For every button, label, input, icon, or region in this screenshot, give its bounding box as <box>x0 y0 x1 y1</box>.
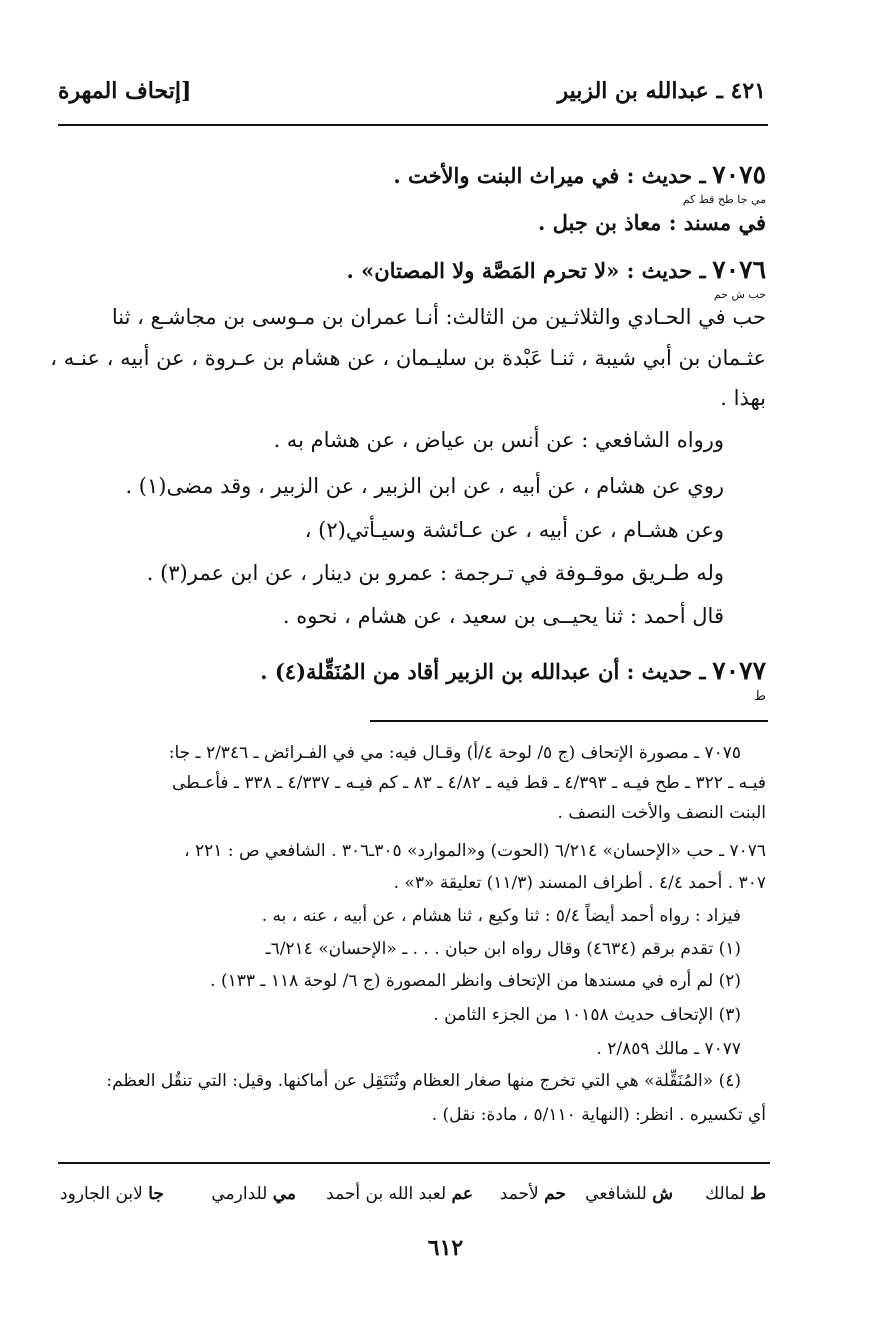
entry-7076-text-7: وله طـريق موقـوفة في تـرجمة : عمرو بن دينار ، عن ابن عمر(٣) . <box>146 561 724 585</box>
abbr-key: مي <box>272 1184 296 1204</box>
footnote-line-5: ٣٠٧ . أحمد ٤/٤ . أطراف المسند (١١/٣) تعليقة «٣» . <box>393 873 766 893</box>
abbr-key: حم <box>544 1184 566 1204</box>
abbr-key: جا <box>148 1184 164 1204</box>
footnote-line-4: ٧٠٧٦ ـ حب «الإحسان» ٦/٢١٤ (الحوت) و«الموارد» ٣٠٥ـ٣٠٦ . الشافعي ص : ٢٢١ ، <box>184 841 766 861</box>
abbr-value: للدارمي <box>211 1184 268 1204</box>
abbr-key: عم <box>451 1184 473 1204</box>
entry-7076-text-2: عثـمان بن أبي شيبة ، ثنـا عَبْدة بن سليـمان ، عن هشام بن عـروة ، عن أبيه ، عنـه ، <box>50 346 766 370</box>
footnote-line-10: ٧٠٧٧ ـ مالك ٢/٨٥٩ . <box>596 1039 741 1059</box>
footnote-line-6: فيزاد : رواه أحمد أيضاً ٥/٤ : ثنا وكيع ، ثنا هشام ، عن أبيه ، عنه ، به . <box>261 906 741 926</box>
abbr-abdullah <box>326 1184 473 1204</box>
footnote-line-2: فيـه ـ ٣٢٢ ـ طح فيـه ـ ٤/٣٩٣ ـ قط فيه ـ ٤/٨٢ ـ ٨٣ ـ كم فيـه ـ ٤/٣٣٧ ـ ٣٣٨ ـ فأعـطى <box>171 773 766 793</box>
entry-title: ـ حديث : في ميراث البنت والأخت . <box>393 163 706 188</box>
entry-7075-sigla: مي جا طح قط كم <box>682 193 766 206</box>
abbr-value: لمالك <box>705 1184 745 1204</box>
entry-7077-sigla: ط <box>753 689 766 704</box>
entry-number: ٧٠٧٧ <box>712 656 766 685</box>
chapter-header: ٤٢١ ـ عبدالله بن الزبير <box>557 78 766 104</box>
entry-7076-text-1: حب في الحـادي والثلاثـين من الثالث: أنـا عمران بن مـوسى بن مجاشـع ، ثنا <box>111 305 766 329</box>
abbr-key: ط <box>750 1184 766 1204</box>
abbr-value: لعبد الله بن أحمد <box>326 1184 447 1204</box>
entry-title: ـ حديث : «لا تحرم المَصَّة ولا المصتان» . <box>346 258 706 283</box>
entry-7076-text-8: قال أحمد : ثنا يحيــى بن سعيد ، عن هشام ، نحوه . <box>282 604 724 628</box>
abbr-shafii <box>585 1184 673 1204</box>
page-number: ٦١٢ <box>427 1235 464 1261</box>
book-header: [إتحاف المهرة <box>58 78 192 104</box>
abbr-value: للشافعي <box>585 1184 647 1204</box>
footnote-line-7: (١) تقدم برقم (٤٦٣٤) وقال رواه ابن حبان . . . ـ «الإحسان» ٦/٢١٤ـ <box>265 939 741 959</box>
entry-7077-heading <box>260 656 766 687</box>
entry-number: ٧٠٧٥ <box>712 160 766 189</box>
footnote-line-1: ٧٠٧٥ ـ مصورة الإتحاف (ج ٥/ لوحة ٤/أ) وقـال فيه: مي في الفـرائض ـ ٢/٣٤٦ ـ جا: <box>168 743 741 763</box>
footnote-line-12: أي تكسيره . انظر: (النهاية ٥/١١٠ ، مادة: نقل) . <box>431 1105 766 1125</box>
header-rule <box>58 124 768 126</box>
footnote-line-3: البنت النصف والأخت النصف . <box>557 803 766 823</box>
abbr-darimi <box>211 1184 296 1204</box>
abbr-value: لابن الجارود <box>60 1184 143 1204</box>
entry-7076-sigla: حب ش حم <box>713 288 766 301</box>
entry-7076-text-6: وعن هشـام ، عن أبيه ، عن عـائشة وسيـأتي(٢) ، <box>304 518 724 542</box>
entry-7075-heading <box>393 160 766 191</box>
entry-7076-text-3: بهذا . <box>720 386 766 410</box>
entry-7076-text-4: ورواه الشافعي : عن أنس بن عياض ، عن هشام به . <box>273 428 724 452</box>
abbr-value: لأحمد <box>499 1184 539 1204</box>
entry-7076-text-5: روي عن هشام ، عن أبيه ، عن ابن الزبير ، عن الزبير ، وقد مضى(١) . <box>125 474 724 498</box>
abbr-malik <box>705 1184 766 1204</box>
entry-number: ٧٠٧٦ <box>712 255 766 284</box>
entry-7075-text: في مسند : معاذ بن جبل . <box>538 210 766 235</box>
abbreviations-rule <box>58 1162 770 1164</box>
abbr-ahmad <box>500 1184 566 1204</box>
footnote-line-9: (٣) الإتحاف حديث ١٠١٥٨ من الجزء الثامن . <box>433 1005 741 1025</box>
footnote-line-8: (٢) لم أره في مسندها من الإتحاف وانظر المصورة (ج ٦/ لوحة ١١٨ ـ ١٣٣) . <box>210 971 741 991</box>
footnote-line-11: (٤) «المُنَقِّلة» هي التي تخرج منها صغار العظام وتُنَتَقِل عن أماكنها. وقيل: التي تنقُل العظم: <box>106 1071 741 1091</box>
abbr-key: ش <box>652 1184 673 1204</box>
entry-title: ـ حديث : أن عبدالله بن الزبير أقاد من المُنَقِّلة(٤) . <box>260 659 706 684</box>
footnote-rule <box>370 720 768 722</box>
abbr-jarud <box>60 1184 164 1204</box>
entry-7076-heading <box>347 255 767 286</box>
